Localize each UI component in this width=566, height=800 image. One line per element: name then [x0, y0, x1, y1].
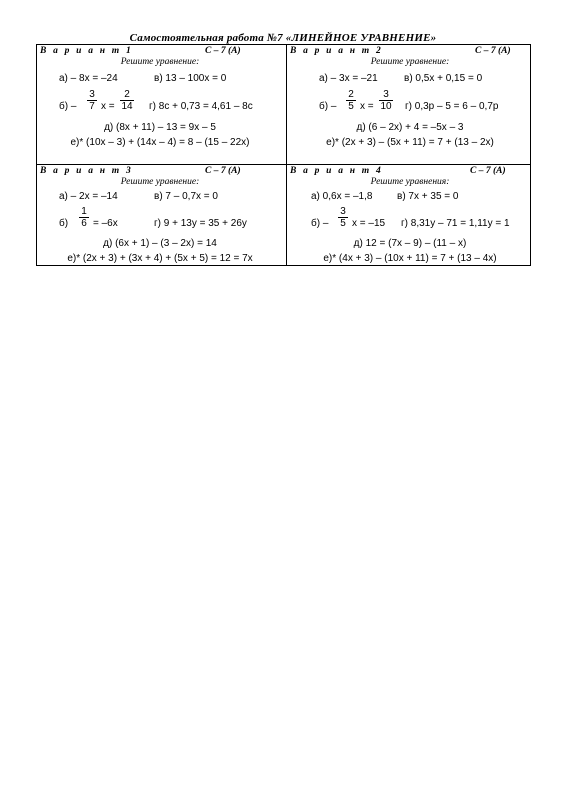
variant-2-code: С – 7 (А) — [475, 46, 511, 56]
variant-2-frac-left-den: 5 — [348, 101, 354, 112]
variant-2-task-b-mid: x = — [360, 101, 374, 112]
variant-4-label: В а р и а н т 4 — [290, 166, 383, 176]
variant-2-frac-right-num: 3 — [383, 89, 389, 100]
variant-4-instruction: Решите уравнения: — [370, 177, 450, 187]
variant-2-task-a: а) – 3x = –21 — [319, 73, 378, 84]
variant-1-frac-left-den: 7 — [89, 101, 95, 112]
variant-2-label: В а р и а н т 2 — [290, 46, 383, 56]
variant-3-task-b-mid: = –6x — [93, 218, 118, 229]
variant-4-frac-num: 3 — [340, 206, 346, 217]
variant-2-fraction-right — [379, 89, 393, 112]
variant-1-fraction-right — [120, 89, 134, 112]
variant-3-code: С – 7 (А) — [205, 166, 241, 176]
variant-2-task-g: г) 0,3p – 5 = 6 – 0,7p — [405, 101, 499, 112]
variant-3-cell — [37, 165, 283, 265]
variant-4-task-v: в) 7x + 35 = 0 — [397, 191, 459, 202]
variant-4-header — [290, 166, 530, 177]
variant-4-task-b-label: б) – — [311, 218, 329, 229]
variant-2-frac-right-den: 10 — [380, 101, 392, 112]
variant-1-task-g: г) 8c + 0,73 = 4,61 – 8c — [149, 101, 253, 112]
variant-4-cell — [287, 165, 533, 265]
variant-4-task-a: а) 0,6x = –1,8 — [311, 191, 373, 202]
variant-1-task-b-mid: x = — [101, 101, 115, 112]
variant-4-task-b-mid: x = –15 — [352, 218, 386, 229]
variant-4-frac-den: 5 — [340, 218, 346, 229]
variant-2-task-v: в) 0,5x + 0,15 = 0 — [404, 73, 483, 84]
variant-4-task-e: е)* (4x + 3) – (10x + 11) = 7 + (13 – 4x) — [323, 253, 497, 264]
variant-4-task-g: г) 8,31y – 71 = 1,11y = 1 — [401, 218, 510, 229]
variant-1-instruction: Решите уравнение: — [120, 57, 200, 67]
variant-1-cell — [37, 45, 283, 164]
variant-3-frac-num: 1 — [81, 206, 87, 217]
variant-1-fraction-left — [87, 89, 97, 112]
worksheet-title: Самостоятельная работа №7 «ЛИНЕЙНОЕ УРАВНЕНИЕ» — [129, 32, 437, 44]
variant-1-task-a: а) – 8x = –24 — [59, 73, 118, 84]
variant-1-code: С – 7 (А) — [205, 46, 241, 56]
variant-4-task-d: д) 12 = (7x – 9) – (11 – x) — [353, 238, 467, 249]
variant-3-task-d: д) (6x + 1) – (3 – 2x) = 14 — [103, 238, 217, 249]
variant-3-task-e: е)* (2x + 3) + (3x + 4) + (5x + 5) = 12 = 7x — [67, 253, 253, 264]
variant-3-task-a: а) – 2x = –14 — [59, 191, 118, 202]
variant-2-header — [290, 46, 530, 57]
variant-3-task-g: г) 9 + 13y = 35 + 26y — [154, 218, 247, 229]
variant-4-code: С – 7 (А) — [470, 166, 506, 176]
variant-1-frac-right-den: 14 — [121, 101, 133, 112]
variant-2-task-e: е)* (2x + 3) – (5x + 11) = 7 + (13 – 2x) — [326, 137, 494, 148]
variant-1-frac-left-num: 3 — [89, 89, 95, 100]
variant-1-task-d: д) (8x + 11) – 13 = 9x – 5 — [104, 122, 216, 133]
variant-2-instruction: Решите уравнение: — [370, 57, 450, 67]
variant-3-task-v: в) 7 – 0,7x = 0 — [154, 191, 218, 202]
variant-1-label: В а р и а н т 1 — [40, 46, 133, 56]
variant-3-fraction — [79, 206, 89, 229]
variant-1-task-v: в) 13 – 100x = 0 — [154, 73, 227, 84]
variant-2-task-d: д) (6 – 2x) + 4 = –5x – 3 — [356, 122, 464, 133]
variant-3-label: В а р и а н т 3 — [40, 166, 133, 176]
variant-3-instruction: Решите уравнение: — [120, 177, 200, 187]
variants-table — [36, 44, 531, 266]
variant-1-task-b-label: б) – — [59, 101, 77, 112]
variant-2-task-b-label: б) – — [319, 101, 337, 112]
variant-4-fraction — [338, 206, 348, 229]
variant-3-task-b-label: б) — [59, 218, 69, 229]
variant-1-task-e: е)* (10x – 3) + (14x – 4) = 8 – (15 – 22x) — [70, 137, 250, 148]
variant-2-frac-left-num: 2 — [348, 89, 354, 100]
variant-1-frac-right-num: 2 — [124, 89, 130, 100]
variant-2-cell — [287, 45, 533, 164]
variant-1-header — [40, 46, 280, 57]
variant-3-frac-den: 6 — [81, 218, 87, 229]
variant-3-header — [40, 166, 280, 177]
variant-2-fraction-left — [346, 89, 356, 112]
